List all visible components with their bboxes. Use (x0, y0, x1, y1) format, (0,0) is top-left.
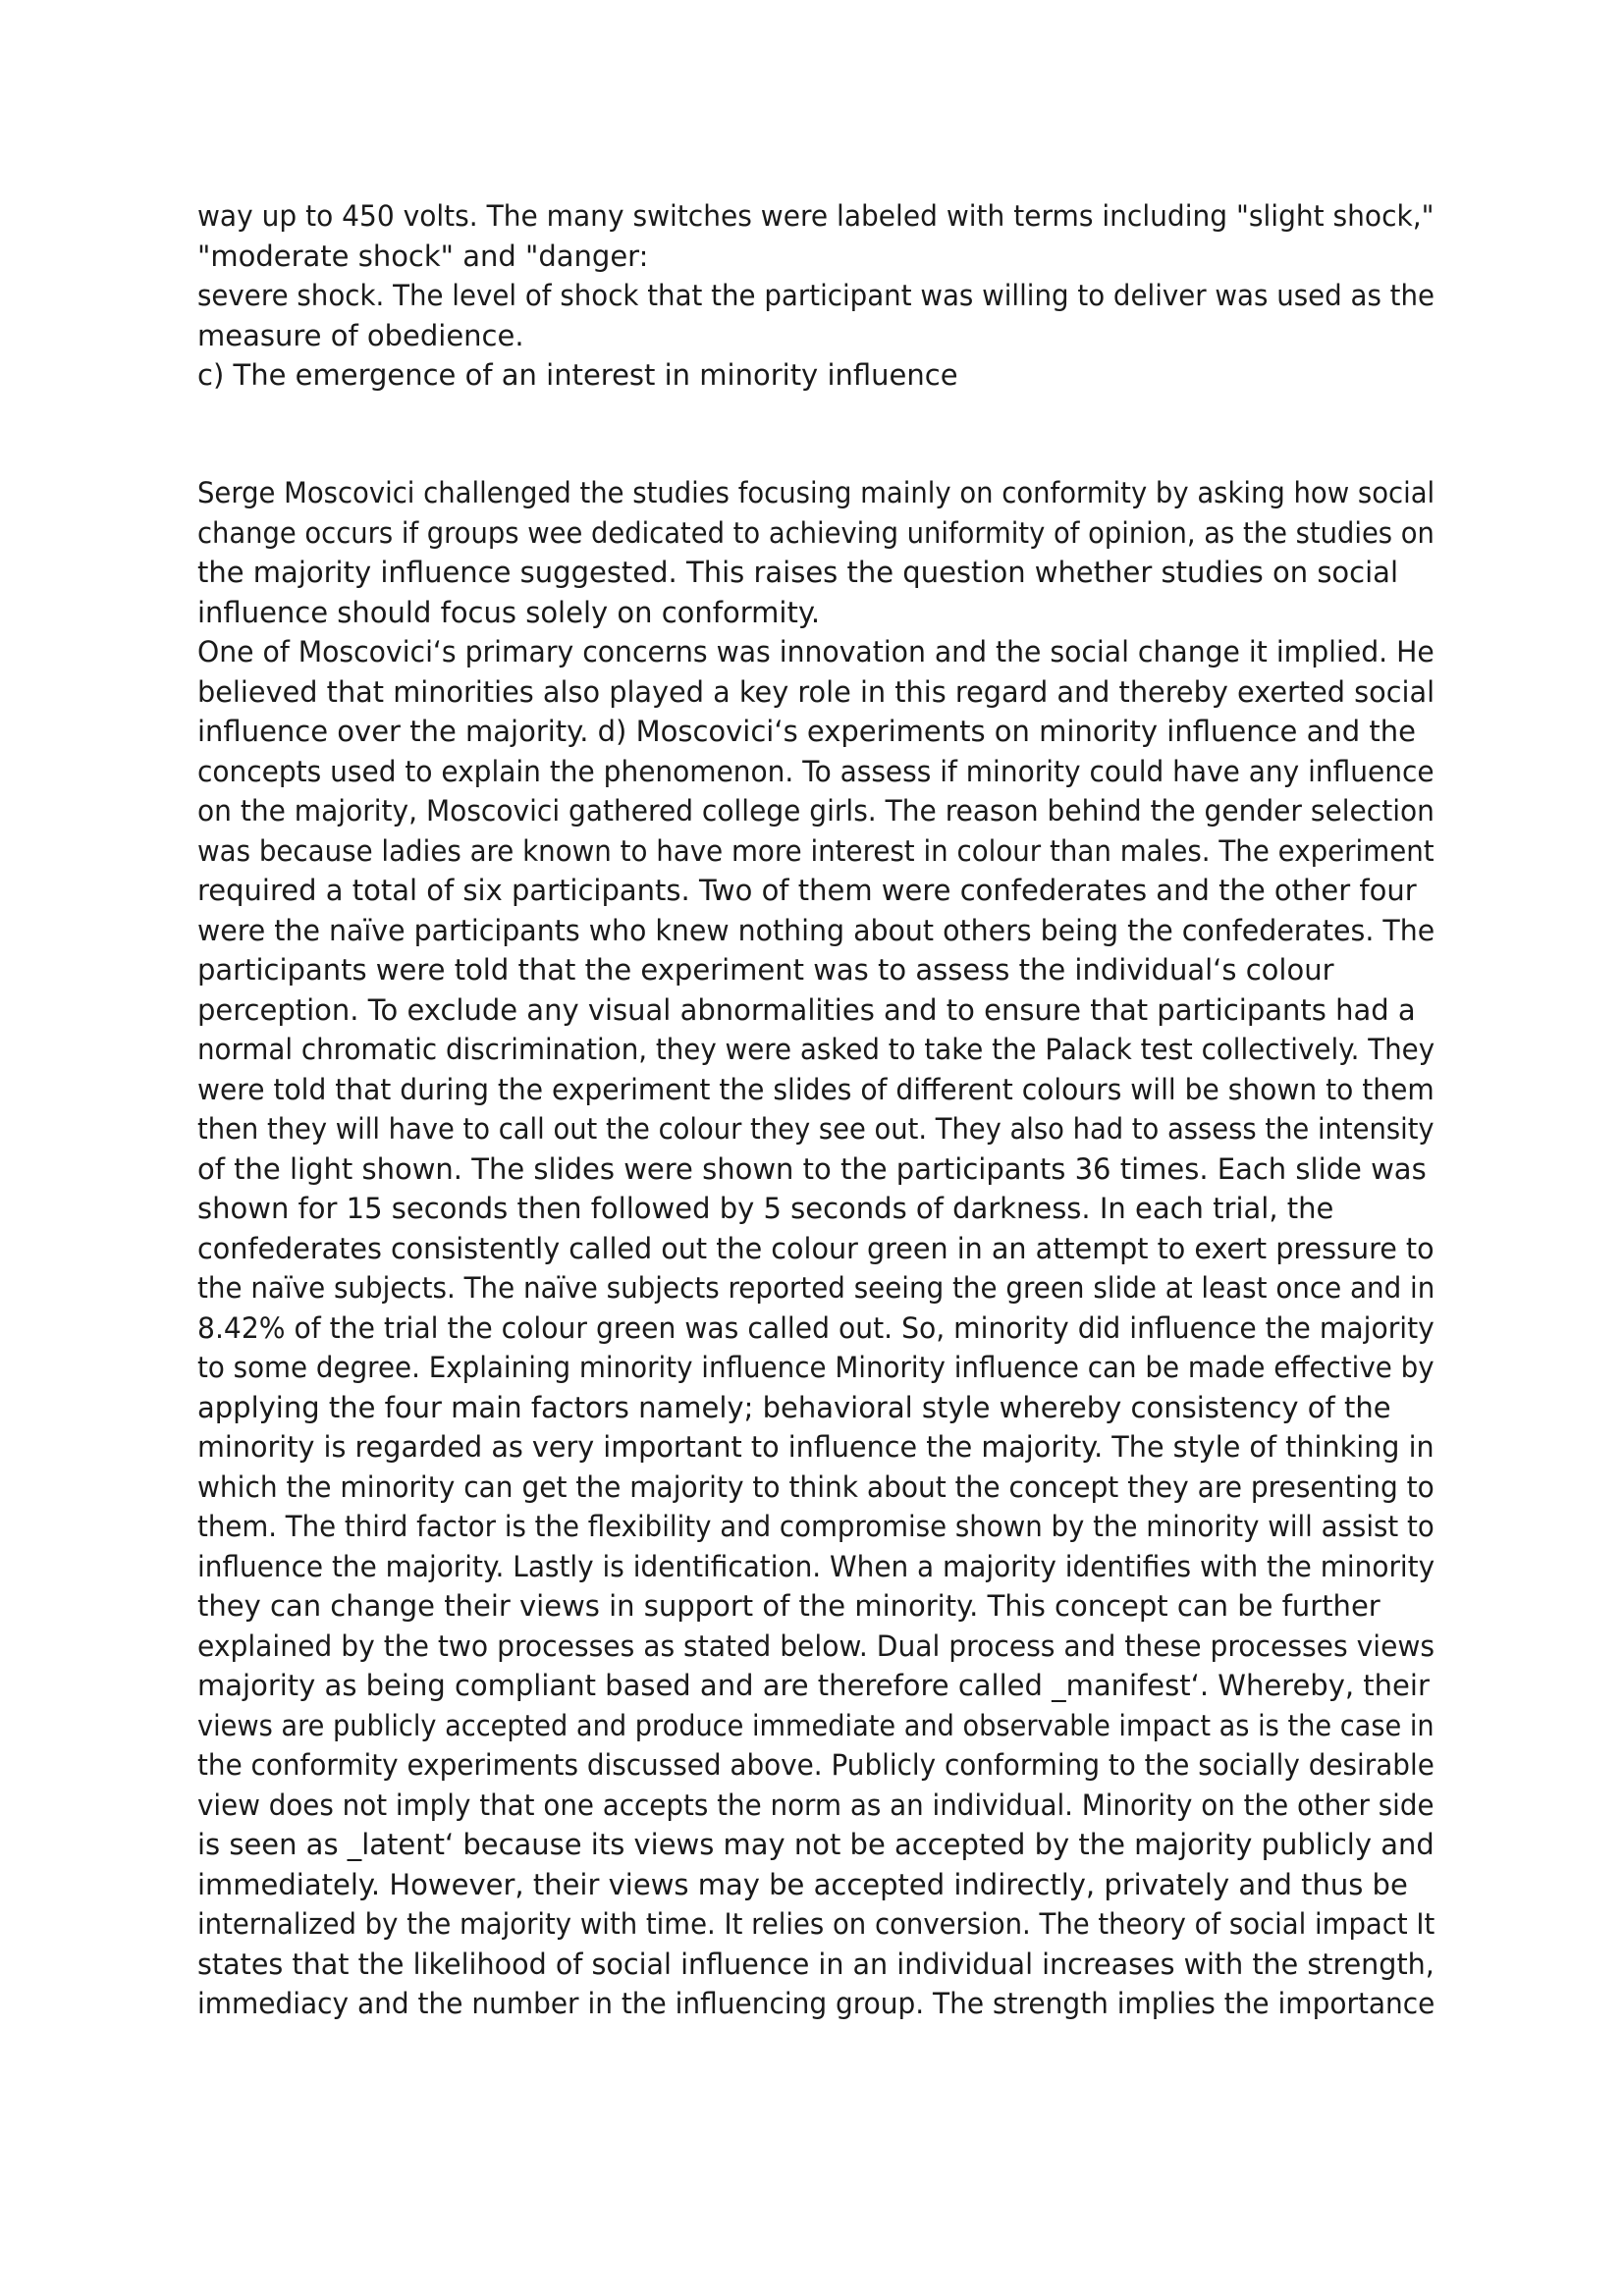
text-line: immediately. However, their views may be accepted indirectly, privately and thus be (197, 1867, 1408, 1901)
text-line: required a total of six participants. Two of them were confederates and the other four (197, 874, 1417, 907)
text-line: influence over the majority. d) Moscovici‘s experiments on minority influence and the (197, 715, 1416, 748)
text-line: them. The third factor is the flexibility and compromise shown by the minority will assist to (197, 1510, 1435, 1543)
text-line: the majority influence suggested. This raises the question whether studies on social (197, 556, 1398, 589)
section-heading-c: c) The emergence of an interest in minority influence (197, 358, 958, 392)
text-line: applying the four main factors namely; behavioral style whereby consistency of the (197, 1390, 1391, 1424)
text-line: states that the likelihood of social influence in an individual increases with the strength, (197, 1947, 1435, 1981)
text-line: minority is regarded as very important to influence the majority. The style of thinking in (197, 1430, 1435, 1464)
text-line: majority as being compliant based and are therefore called _manifest‘. Whereby, their (197, 1669, 1430, 1702)
text-line: shown for 15 seconds then followed by 5 seconds of darkness. In each trial, the (197, 1192, 1334, 1225)
text-line: way up to 450 volts. The many switches were labeled with terms including "slight shock," (197, 199, 1435, 233)
text-line: perception. To exclude any visual abnormalities and to ensure that participants had a (197, 992, 1416, 1027)
text-line: the naïve subjects. The naïve subjects reported seeing the green slide at least once and in (197, 1271, 1435, 1305)
text-line: explained by the two processes as stated below. Dual process and these processes views (197, 1629, 1435, 1663)
text-line: views are publicly accepted and produce immediate and observable impact as is the case in (197, 1708, 1435, 1742)
text-line: was because ladies are known to have more interest in colour than males. The experiment (197, 833, 1435, 868)
text-line: view does not imply that one accepts the norm as an individual. Minority on the other side (197, 1788, 1435, 1822)
text-line: One of Moscovici‘s primary concerns was innovation and the social change it implied. He (197, 635, 1435, 668)
text-line: confederates consistently called out the colour green in an attempt to exert pressure to (197, 1231, 1435, 1265)
main-text-block (197, 473, 1435, 2024)
text-line: then they will have to call out the colour they see out. They also had to assess the intensity (197, 1112, 1435, 1146)
text-line: measure of obedience. (197, 318, 524, 352)
text-line: they can change their views in support of the minority. This concept can be further (197, 1589, 1380, 1623)
text-line: of the light shown. The slides were shown to the participants 36 times. Each slide was (197, 1151, 1427, 1186)
text-line: 8.42% of the trial the colour green was called out. So, minority did influence the majority (197, 1310, 1435, 1345)
text-line: on the majority, Moscovici gathered college girls. The reason behind the gender selection (197, 794, 1435, 828)
text-line: to some degree. Explaining minority influence Minority influence can be made effective by (197, 1351, 1435, 1384)
text-line: change occurs if groups wee dedicated to achieving uniformity of opinion, as the studies on (197, 515, 1435, 550)
text-line: internalized by the majority with time. It relies on conversion. The theory of social impact It (197, 1907, 1435, 1941)
text-line: immediacy and the number in the influencing group. The strength implies the importance (197, 1987, 1435, 2020)
text-line: participants were told that the experiment was to assess the individual‘s colour (197, 953, 1334, 987)
text-line: is seen as _latent‘ because its views may not be accepted by the majority publicly and (197, 1828, 1435, 1861)
text-line: influence the majority. Lastly is identification. When a majority identifies with the minority (197, 1549, 1435, 1583)
text-line: which the minority can get the majority to think about the concept they are presenting to (197, 1469, 1435, 1504)
text-line: concepts used to explain the phenomenon. To assess if minority could have any influence (197, 754, 1435, 788)
text-line: were the naïve participants who knew nothing about others being the confederates. The (197, 913, 1435, 947)
text-line: "moderate shock" and "danger: (197, 239, 649, 273)
text-line: believed that minorities also played a key role in this regard and thereby exerted social (197, 674, 1435, 709)
text-line: influence should focus solely on conformity. (197, 595, 821, 629)
text-line: Serge Moscovici challenged the studies focusing mainly on conformity by asking how social (197, 476, 1435, 509)
text-line: severe shock. The level of shock that the participant was willing to deliver was used as the (197, 279, 1435, 312)
top-text-block (197, 196, 1435, 396)
text-line: the conformity experiments discussed above. Publicly conforming to the socially desirable (197, 1748, 1435, 1782)
text-line: normal chromatic discrimination, they were asked to take the Palack test collectively. They (197, 1033, 1435, 1066)
text-line: were told that during the experiment the slides of different colours will be shown to them (197, 1072, 1435, 1106)
